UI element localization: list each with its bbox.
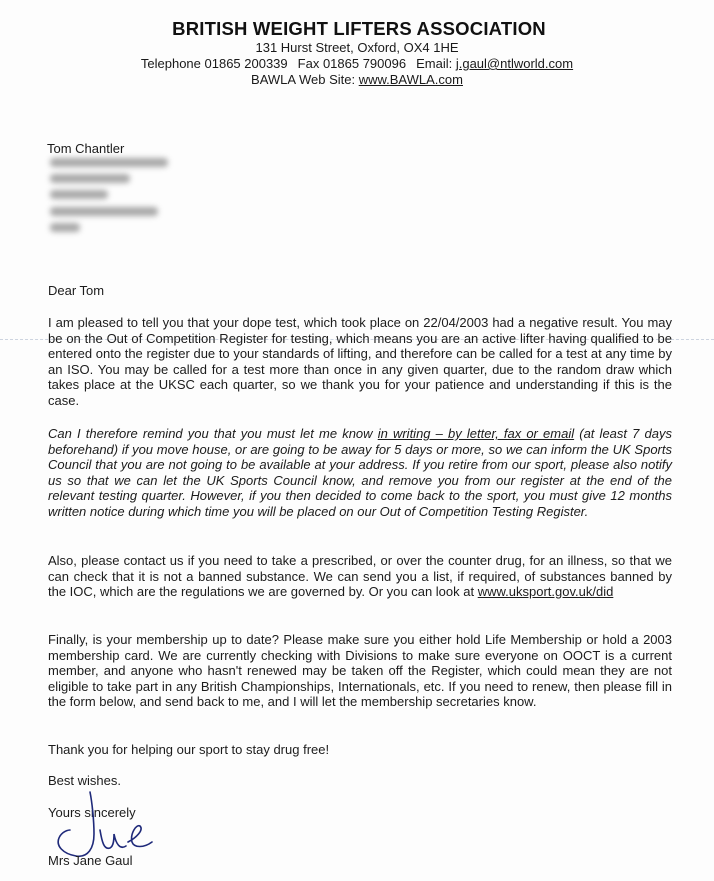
contact-line	[0, 56, 714, 72]
closing-yours-sincerely: Yours sincerely	[48, 805, 136, 820]
salutation: Dear Tom	[48, 283, 105, 298]
redacted-address-line	[50, 223, 80, 232]
paragraph-3-text: Also, please contact us if you need to take a prescribed, or over the counter drug, for an illness, so that we can check that it is not a banned substance. We can send you a list, if required, of substances banned by the IOC, which are the regulations we are governed by. Or you can look at	[48, 553, 672, 599]
paragraph-5: Thank you for helping our sport to stay drug free!	[48, 742, 330, 757]
closing-best-wishes: Best wishes.	[48, 773, 121, 788]
paragraph-3	[48, 553, 672, 600]
redacted-address-line	[50, 158, 168, 167]
redacted-address-line	[50, 174, 130, 183]
paragraph-4: Finally, is your membership up to date? Please make sure you either hold Life Membership or hold a 2003 membership card. We are currently checking with Divisions to make sure everyone on OOCT is a current member, and anyone who hasn't renewed may be taken off the Register, which could mean they are not eligible to take part in any British Championships, Internationals, etc. If you need to renew, then please fill in the form below, and send back to me, and I will let the membership secretaries know.	[48, 632, 672, 709]
website-link[interactable]: www.BAWLA.com	[358, 72, 463, 87]
uksport-link[interactable]: www.uksport.gov.uk/did	[477, 584, 614, 599]
organization-name: BRITISH WEIGHT LIFTERS ASSOCIATION	[172, 18, 546, 39]
telephone: Telephone 01865 200339	[140, 56, 288, 71]
email-link[interactable]: j.gaul@ntlworld.com	[455, 56, 574, 71]
recipient-name: Tom Chantler	[47, 141, 125, 156]
paragraph-2	[48, 426, 672, 519]
signatory-name: Mrs Jane Gaul	[48, 853, 133, 868]
paragraph-2-end: (at least 7 days beforehand) if you move house, or are going to be away for 5 days or more, so we can inform the UK Sports Council that you are not going to be available at your address. If you retire from our sport, please also notify us so that we can let the UK Sports Council know, and remove you from our register at the end of the relevant testing quarter. However, if you then decided to come back to the sport, you must give 12 months written notice during which time you will be placed on our Out of Competition Testing Register.	[48, 426, 672, 519]
redacted-address-line	[50, 190, 108, 199]
email-label: Email:	[416, 56, 453, 71]
website-line	[0, 72, 714, 88]
paragraph-2-start: Can I therefore remind you that you must let me know	[48, 426, 378, 441]
redacted-address-line	[50, 207, 158, 216]
paragraph-2-emphasis: in writing – by letter, fax or email	[377, 426, 575, 441]
paragraph-1: I am pleased to tell you that your dope test, which took place on 22/04/2003 had a negative result. You may be on the Out of Competition Register for testing, which means you are an active lifter having qualified to be entered onto the register due to your standards of lifting, and therefore can be called for a test at any time by an ISO. You may be called for a test more than once in any given quarter, due to the random draw which takes place at the UKSC each quarter, so we thank you for your patience and understanding if this is the case.	[48, 315, 672, 408]
website-label: BAWLA Web Site:	[251, 72, 356, 87]
organization-address: 131 Hurst Street, Oxford, OX4 1HE	[255, 40, 459, 55]
letterhead	[0, 18, 714, 88]
fax: Fax 01865 790096	[297, 56, 407, 71]
